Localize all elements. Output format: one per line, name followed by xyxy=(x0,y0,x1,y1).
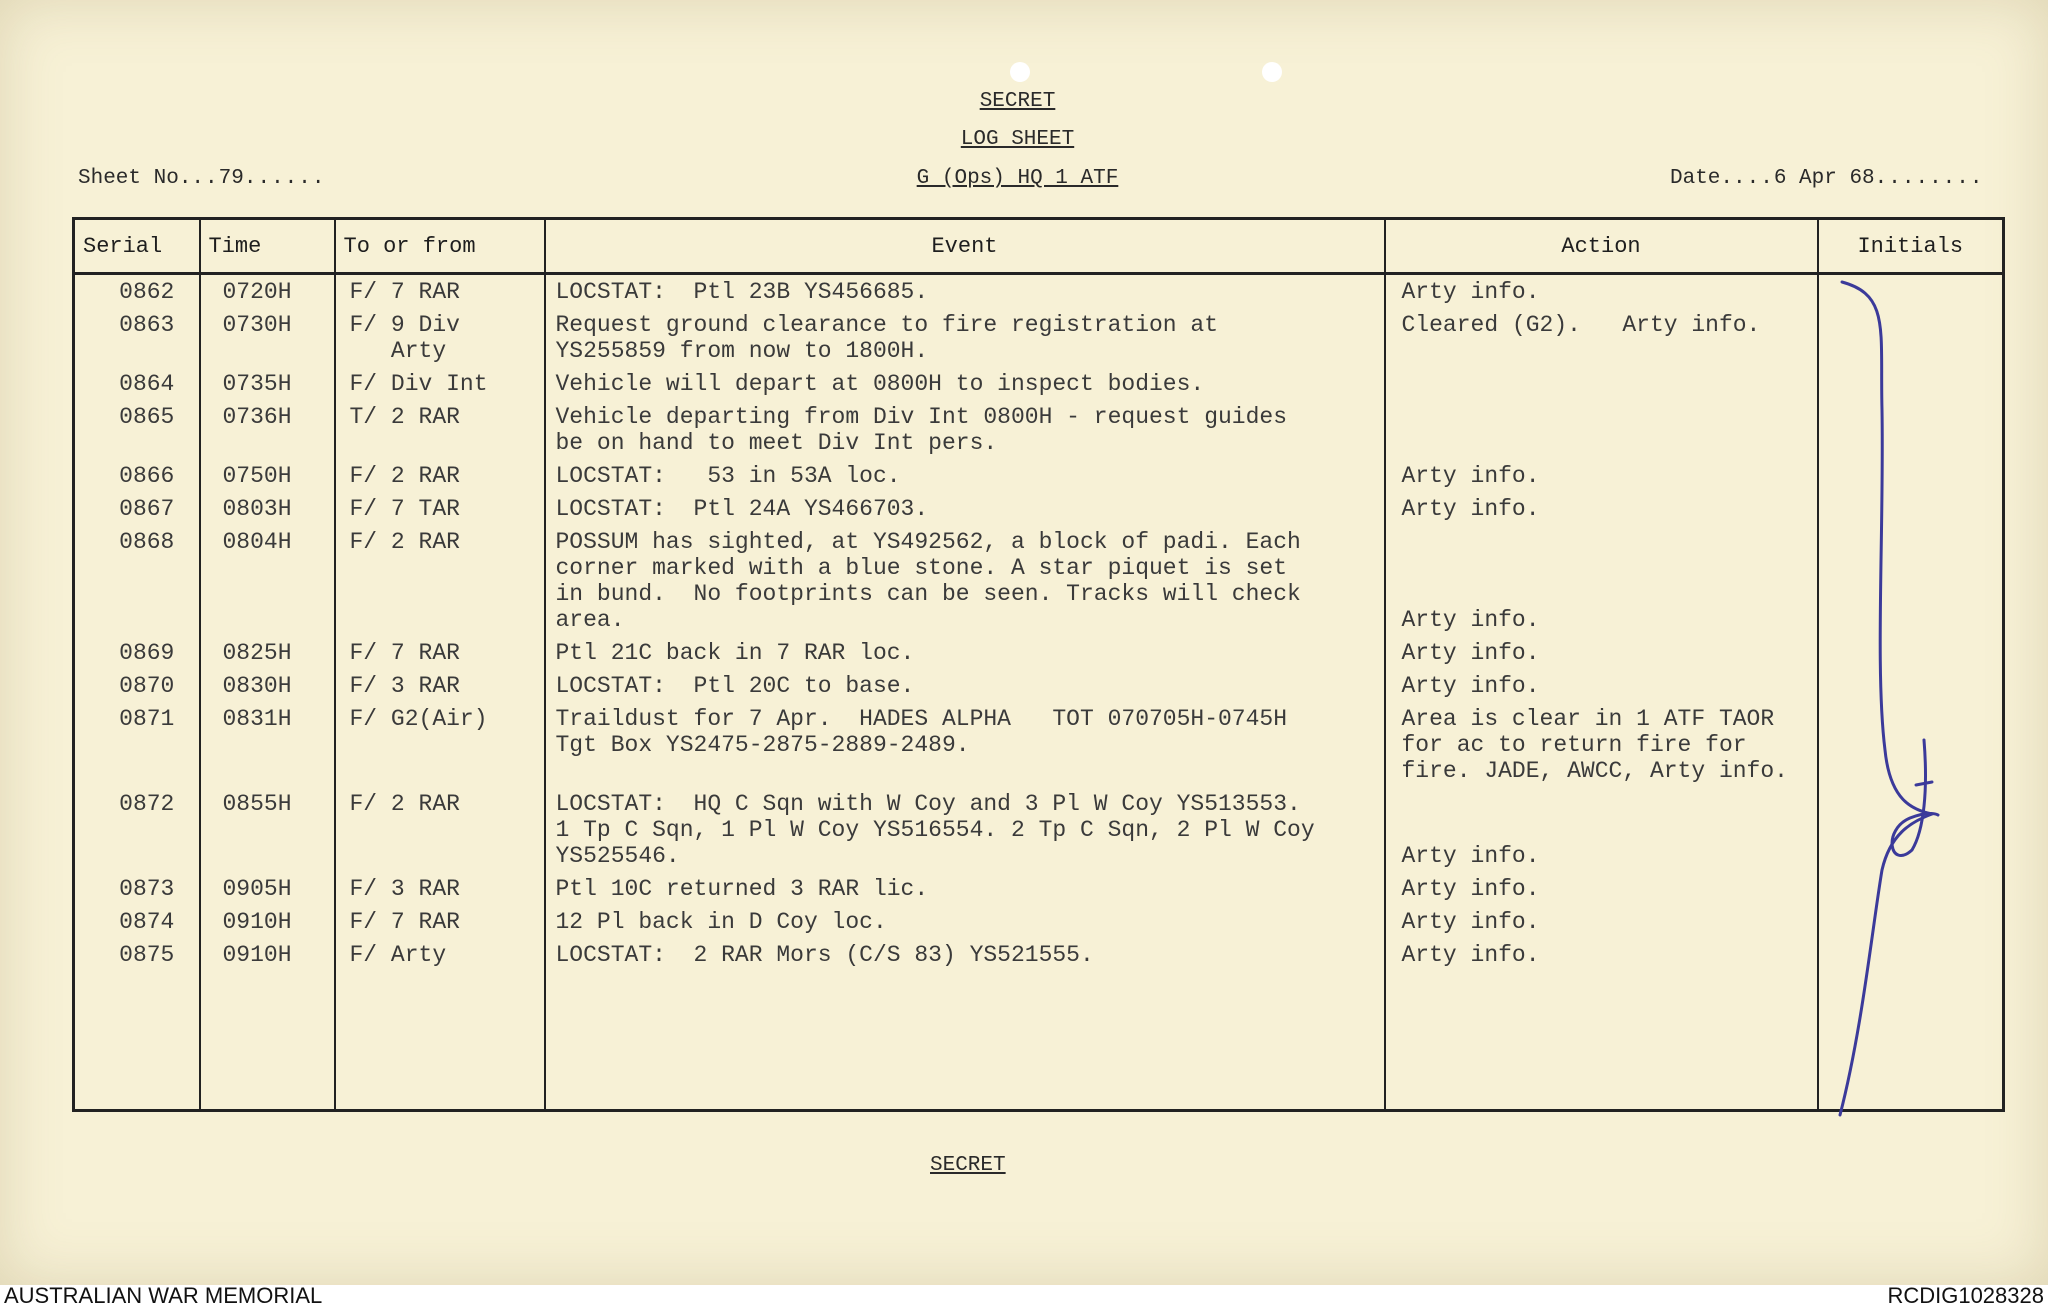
cell-time: 0730H xyxy=(200,308,335,367)
log-table-body xyxy=(74,274,2004,1111)
log-table xyxy=(72,217,2005,1112)
column-header: Time xyxy=(200,219,335,274)
cell-to-from: F/ 2 RAR xyxy=(335,787,545,872)
cell-serial: 0863 xyxy=(74,308,200,367)
cell-time: 0830H xyxy=(200,669,335,702)
cell-time: 0910H xyxy=(200,938,335,971)
empty-cell xyxy=(335,971,545,1111)
cell-time: 0905H xyxy=(200,872,335,905)
cell-action: Arty info. xyxy=(1385,525,1818,636)
column-header: To or from xyxy=(335,219,545,274)
cell-to-from: F/ 2 RAR xyxy=(335,459,545,492)
cell-to-from: F/ Arty xyxy=(335,938,545,971)
cell-time: 0736H xyxy=(200,400,335,459)
cell-time: 0804H xyxy=(200,525,335,636)
cell-action: Arty info. xyxy=(1385,905,1818,938)
cell-action: Arty info. xyxy=(1385,274,1818,309)
sheet-number: Sheet No...79...... xyxy=(78,167,326,190)
cell-to-from: F/ 7 RAR xyxy=(335,905,545,938)
cell-event: LOCSTAT: 53 in 53A loc. xyxy=(545,459,1385,492)
cell-time: 0750H xyxy=(200,459,335,492)
cell-event: Ptl 21C back in 7 RAR loc. xyxy=(545,636,1385,669)
cell-action: Arty info. xyxy=(1385,938,1818,971)
table-row xyxy=(74,636,2004,669)
log-date-label: Date. xyxy=(1670,167,1734,190)
sheet-number-label: Sheet No. xyxy=(78,167,192,190)
cell-to-from: F/ 7 RAR xyxy=(335,636,545,669)
column-header: Event xyxy=(545,219,1385,274)
cell-action: Arty info. xyxy=(1385,787,1818,872)
cell-to-from: F/ 3 RAR xyxy=(335,669,545,702)
table-row xyxy=(74,525,2004,636)
cell-time: 0831H xyxy=(200,702,335,787)
cell-time: 0720H xyxy=(200,274,335,309)
cell-serial: 0871 xyxy=(74,702,200,787)
cell-to-from: F/ 3 RAR xyxy=(335,872,545,905)
punch-hole xyxy=(1262,62,1282,82)
punch-hole xyxy=(1010,62,1030,82)
cell-serial: 0862 xyxy=(74,274,200,309)
cell-event: LOCSTAT: Ptl 24A YS466703. xyxy=(545,492,1385,525)
cell-action: Cleared (G2). Arty info. xyxy=(1385,308,1818,367)
cell-serial: 0865 xyxy=(74,400,200,459)
cell-time: 0855H xyxy=(200,787,335,872)
table-row xyxy=(74,905,2004,938)
cell-event: Vehicle departing from Div Int 0800H - request guides be on hand to meet Div Int pers. xyxy=(545,400,1385,459)
log-date: Date....6 Apr 68........ xyxy=(1670,167,1984,190)
cell-action: Arty info. xyxy=(1385,459,1818,492)
table-row xyxy=(74,367,2004,400)
cell-to-from: F/ 7 RAR xyxy=(335,274,545,309)
classification-footer: SECRET xyxy=(930,1154,1006,1177)
cell-to-from: F/ 7 TAR xyxy=(335,492,545,525)
cell-action xyxy=(1385,400,1818,459)
cell-action xyxy=(1385,367,1818,400)
unit-title: G (Ops) HQ 1 ATF xyxy=(916,167,1119,190)
table-header-row xyxy=(74,219,2004,274)
cell-event: Vehicle will depart at 0800H to inspect bodies. xyxy=(545,367,1385,400)
cell-event: LOCSTAT: Ptl 20C to base. xyxy=(545,669,1385,702)
empty-cell xyxy=(200,971,335,1111)
form-title: LOG SHEET xyxy=(960,128,1075,151)
table-row xyxy=(74,492,2004,525)
log-date-value: 6 Apr 68 xyxy=(1773,167,1875,190)
cell-action: Arty info. xyxy=(1385,636,1818,669)
initials-signature-icon xyxy=(1820,270,1940,1130)
empty-cell xyxy=(74,971,200,1111)
cell-serial: 0864 xyxy=(74,367,200,400)
cell-event: LOCSTAT: Ptl 23B YS456685. xyxy=(545,274,1385,309)
table-row xyxy=(74,459,2004,492)
cell-time: 0735H xyxy=(200,367,335,400)
cell-serial: 0866 xyxy=(74,459,200,492)
column-header: Initials xyxy=(1818,219,2004,274)
empty-cell xyxy=(1385,971,1818,1111)
cell-time: 0825H xyxy=(200,636,335,669)
cell-event: Request ground clearance to fire registration at YS255859 from now to 1800H. xyxy=(545,308,1385,367)
cell-event: LOCSTAT: 2 RAR Mors (C/S 83) YS521555. xyxy=(545,938,1385,971)
cell-event: Traildust for 7 Apr. HADES ALPHA TOT 070705H-0745H Tgt Box YS2475-2875-2889-2489. xyxy=(545,702,1385,787)
archive-label: AUSTRALIAN WAR MEMORIAL xyxy=(4,1283,323,1308)
cell-serial: 0868 xyxy=(74,525,200,636)
table-row xyxy=(74,938,2004,971)
cell-action: Arty info. xyxy=(1385,669,1818,702)
cell-to-from: T/ 2 RAR xyxy=(335,400,545,459)
cell-serial: 0874 xyxy=(74,905,200,938)
cell-event: Ptl 10C returned 3 RAR lic. xyxy=(545,872,1385,905)
cell-serial: 0875 xyxy=(74,938,200,971)
cell-to-from: F/ Div Int xyxy=(335,367,545,400)
cell-event: LOCSTAT: HQ C Sqn with W Coy and 3 Pl W Coy YS513553. 1 Tp C Sqn, 1 Pl W Coy YS516554. 2 Tp C Sqn, 2 Pl W Coy YS525546. xyxy=(545,787,1385,872)
archive-id: RCDIG1028328 xyxy=(1887,1283,2044,1308)
cell-event: POSSUM has sighted, at YS492562, a block of padi. Each corner marked with a blue stone. A star piquet is set in bund. No footprints can be seen. Tracks will check area. xyxy=(545,525,1385,636)
table-row xyxy=(74,274,2004,309)
cell-time: 0803H xyxy=(200,492,335,525)
cell-action: Arty info. xyxy=(1385,872,1818,905)
cell-time: 0910H xyxy=(200,905,335,938)
cell-to-from: F/ 9 Div Arty xyxy=(335,308,545,367)
table-filler-row xyxy=(74,971,2004,1111)
cell-serial: 0869 xyxy=(74,636,200,669)
cell-serial: 0870 xyxy=(74,669,200,702)
cell-action: Arty info. xyxy=(1385,492,1818,525)
cell-serial: 0873 xyxy=(74,872,200,905)
table-row xyxy=(74,787,2004,872)
sheet-number-value: 79 xyxy=(218,167,244,190)
cell-serial: 0867 xyxy=(74,492,200,525)
cell-to-from: F/ 2 RAR xyxy=(335,525,545,636)
classification-header: SECRET xyxy=(979,90,1056,113)
table-row xyxy=(74,702,2004,787)
column-header: Serial xyxy=(74,219,200,274)
cell-action: Area is clear in 1 ATF TAOR for ac to return fire for fire. JADE, AWCC, Arty info. xyxy=(1385,702,1818,787)
empty-cell xyxy=(545,971,1385,1111)
table-row xyxy=(74,400,2004,459)
table-row xyxy=(74,872,2004,905)
cell-to-from: F/ G2(Air) xyxy=(335,702,545,787)
cell-event: 12 Pl back in D Coy loc. xyxy=(545,905,1385,938)
table-row xyxy=(74,669,2004,702)
column-header: Action xyxy=(1385,219,1818,274)
cell-serial: 0872 xyxy=(74,787,200,872)
table-row xyxy=(74,308,2004,367)
